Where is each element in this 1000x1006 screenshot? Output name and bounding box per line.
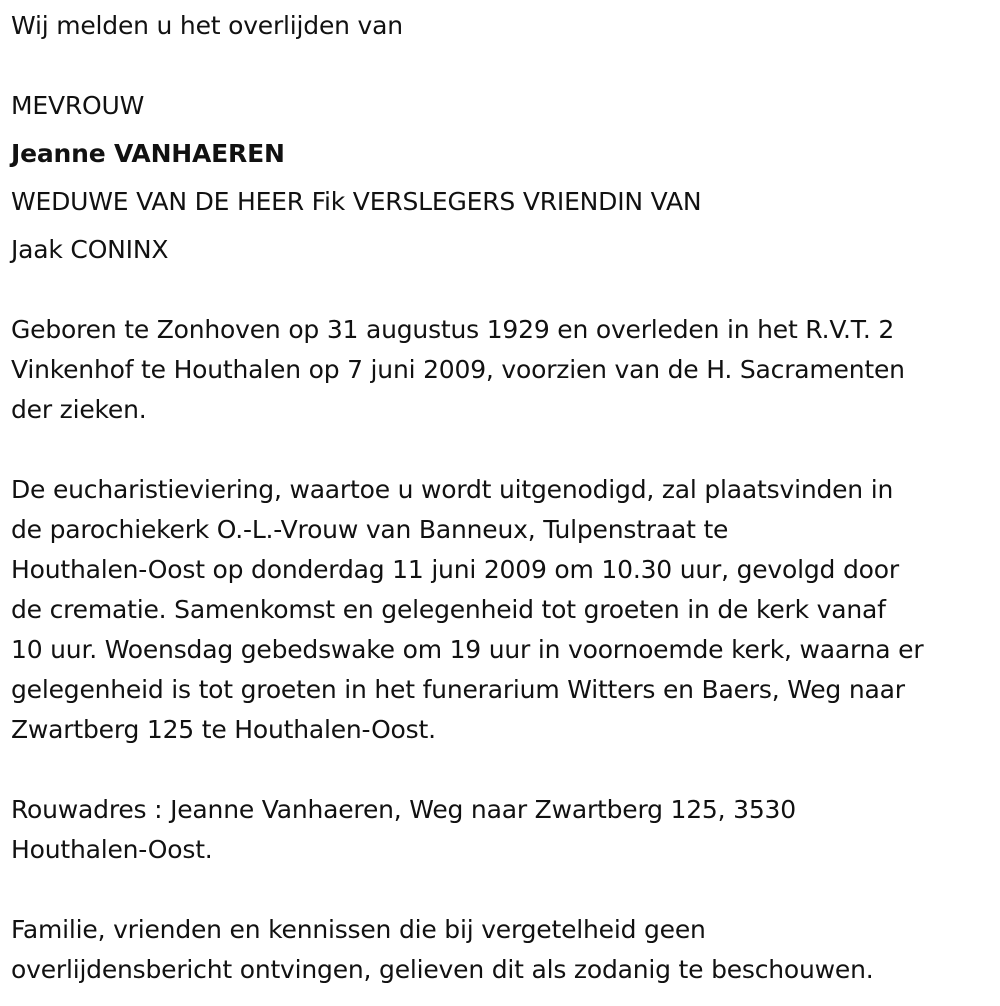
ceremony-line-3: Houthalen-Oost op donderdag 11 juni 2009 om 10.30 uur, gevolgd door	[11, 555, 899, 584]
address-line-1: Rouwadres : Jeanne Vanhaeren, Weg naar Zwartberg 125, 3530	[11, 795, 796, 824]
ceremony-line-7: Zwartberg 125 te Houthalen-Oost.	[11, 715, 436, 744]
intro-line: Wij melden u het overlijden van	[11, 11, 403, 40]
birth-death-line-1: Geboren te Zonhoven op 31 augustus 1929 en overleden in het R.V.T. 2	[11, 315, 895, 344]
ceremony-line-5: 10 uur. Woensdag gebedswake om 19 uur in voornoemde kerk, waarna er	[11, 635, 924, 664]
ceremony-line-6: gelegenheid is tot groeten in het funerarium Witters en Baers, Weg naar	[11, 675, 905, 704]
ceremony-line-2: de parochiekerk O.-L.-Vrouw van Banneux, Tulpenstraat te	[11, 515, 729, 544]
ceremony-line-1: De eucharistieviering, waartoe u wordt uitgenodigd, zal plaatsvinden in	[11, 475, 894, 504]
deceased-name: Jeanne VANHAEREN	[11, 139, 285, 168]
ceremony-line-4: de crematie. Samenkomst en gelegenheid tot groeten in de kerk vanaf	[11, 595, 886, 624]
address-line-2: Houthalen-Oost.	[11, 835, 213, 864]
birth-death-line-2: Vinkenhof te Houthalen op 7 juni 2009, voorzien van de H. Sacramenten	[11, 355, 905, 384]
birth-death-line-3: der zieken.	[11, 395, 147, 424]
relation-line-2: Jaak CONINX	[11, 235, 169, 264]
closing-line-2: overlijdensbericht ontvingen, gelieven dit als zodanig te beschouwen.	[11, 955, 874, 984]
title-line: MEVROUW	[11, 91, 145, 120]
closing-line-1: Familie, vrienden en kennissen die bij vergetelheid geen	[11, 915, 706, 944]
relation-line-1: WEDUWE VAN DE HEER Fik VERSLEGERS VRIENDIN VAN	[11, 187, 702, 216]
